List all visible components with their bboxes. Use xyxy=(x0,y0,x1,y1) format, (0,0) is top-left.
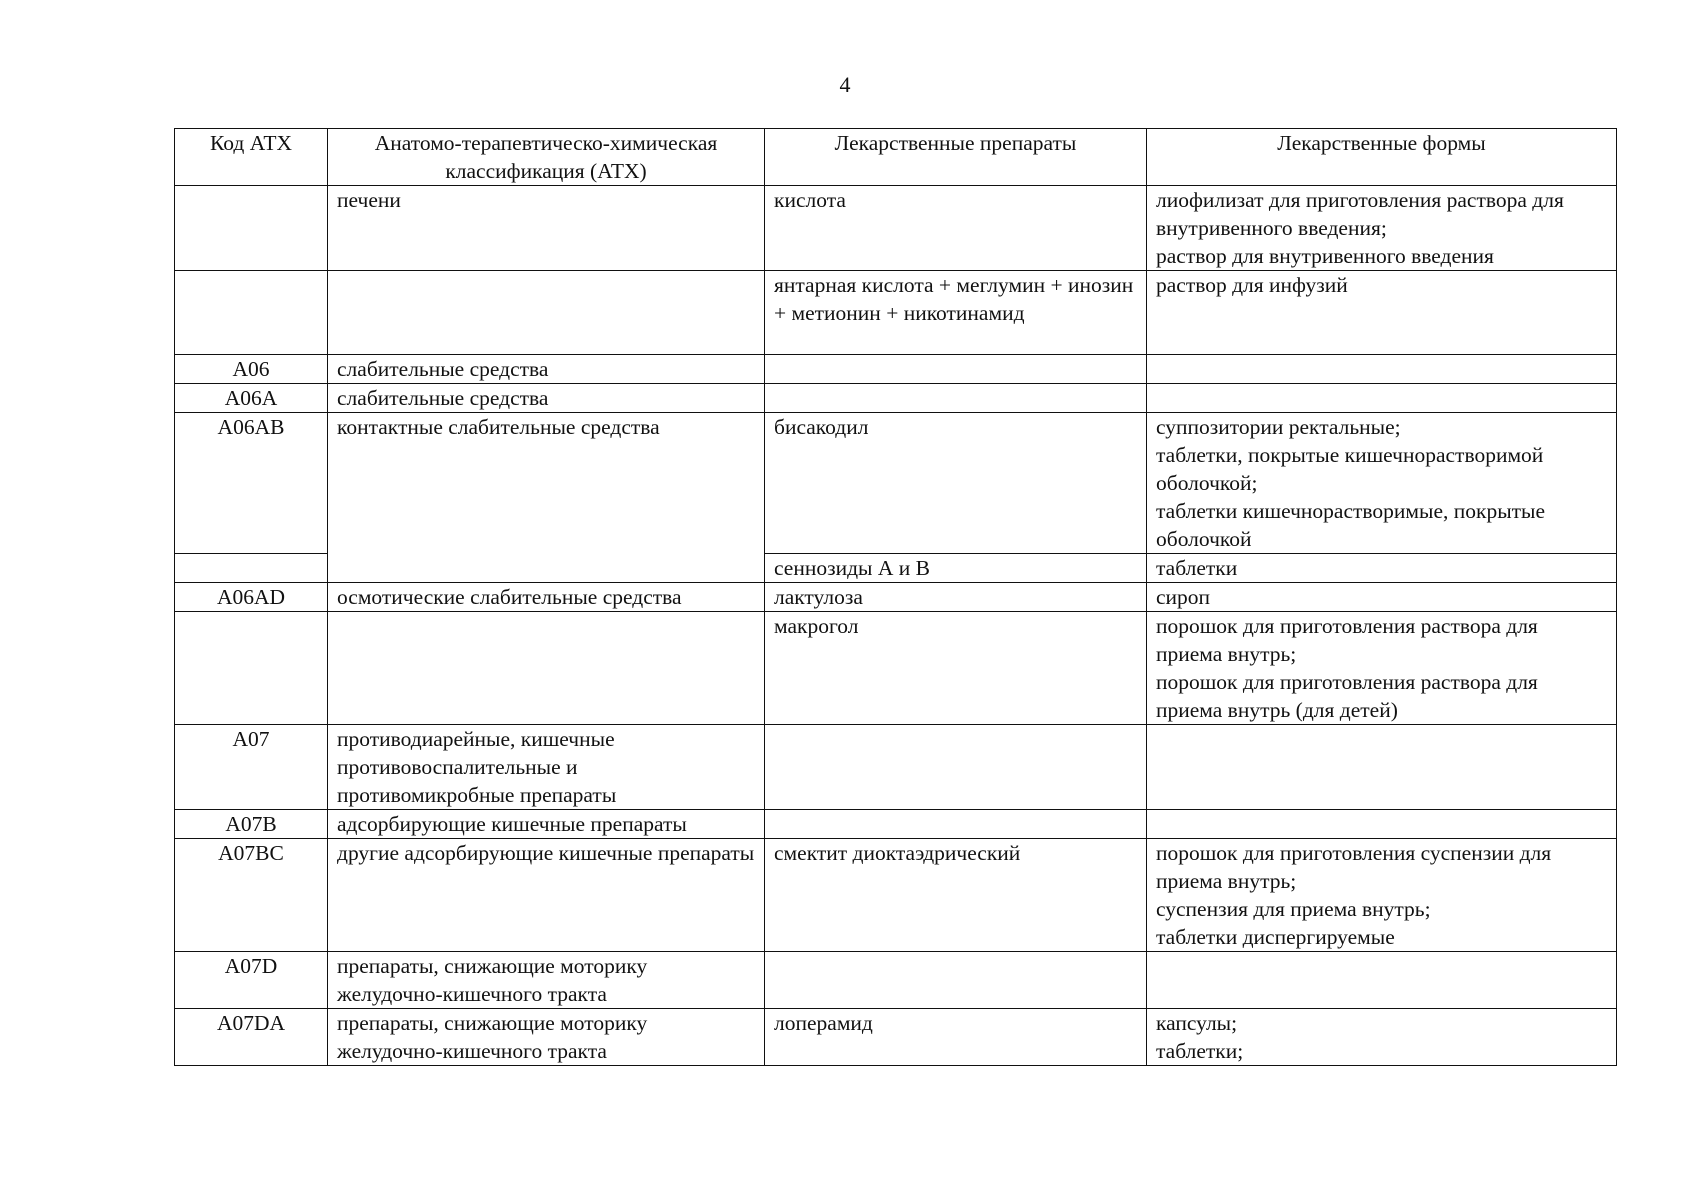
form-line: таблетки; xyxy=(1156,1039,1244,1063)
row-classification: противодиарейные, кишечные противовоспалительные и противомикробные препараты xyxy=(328,725,765,810)
row-classification xyxy=(328,612,765,725)
table-row xyxy=(175,271,1617,355)
form-line: суппозитории ректальные; xyxy=(1156,415,1401,439)
form-line: суспензия для приема внутрь; xyxy=(1156,897,1431,921)
row-code: А06АВ xyxy=(175,413,328,554)
table-row xyxy=(175,612,1617,725)
row-code xyxy=(175,271,328,355)
form-line: раствор для инфузий xyxy=(1156,273,1348,297)
header-drugs: Лекарственные препараты xyxy=(765,129,1147,186)
row-classification: печени xyxy=(328,186,765,271)
row-classification: осмотические слабительные средства xyxy=(328,583,765,612)
table-row xyxy=(175,186,1617,271)
table-row xyxy=(175,413,1617,554)
row-drug xyxy=(765,952,1147,1009)
row-drug: лоперамид xyxy=(765,1009,1147,1066)
row-drug: бисакодил xyxy=(765,413,1147,554)
form-line: капсулы; xyxy=(1156,1011,1238,1035)
header-code: Код АТХ xyxy=(175,129,328,186)
row-forms xyxy=(1147,612,1617,725)
form-line: порошок для приготовления раствора для приема внутрь; xyxy=(1156,614,1538,666)
row-code xyxy=(175,554,328,583)
row-classification: слабительные средства xyxy=(328,384,765,413)
row-code: А07В xyxy=(175,810,328,839)
row-code xyxy=(175,186,328,271)
row-drug: лактулоза xyxy=(765,583,1147,612)
row-forms xyxy=(1147,384,1617,413)
table-header-row xyxy=(175,129,1617,186)
row-drug: смектит диоктаэдрический xyxy=(765,839,1147,952)
row-forms xyxy=(1147,355,1617,384)
row-drug: янтарная кислота + меглумин + инозин + метионин + никотинамид xyxy=(765,271,1147,355)
row-classification: препараты, снижающие моторику желудочно-кишечного тракта xyxy=(328,952,765,1009)
page-number: 4 xyxy=(839,72,851,97)
row-forms xyxy=(1147,952,1617,1009)
header-forms: Лекарственные формы xyxy=(1147,129,1617,186)
row-forms xyxy=(1147,725,1617,810)
row-forms xyxy=(1147,839,1617,952)
row-forms xyxy=(1147,583,1617,612)
form-line: сироп xyxy=(1156,585,1211,609)
row-drug: кислота xyxy=(765,186,1147,271)
row-code: А07 xyxy=(175,725,328,810)
form-line: таблетки xyxy=(1156,556,1238,580)
table-row xyxy=(175,952,1617,1009)
row-forms xyxy=(1147,554,1617,583)
row-code: А07ВС xyxy=(175,839,328,952)
row-drug: макрогол xyxy=(765,612,1147,725)
form-line: лиофилизат для приготовления раствора для внутривенного введения; xyxy=(1156,188,1564,240)
header-classification: Анатомо-терапевтическо-химическая классификация (АТХ) xyxy=(328,129,765,186)
row-code: А06 xyxy=(175,355,328,384)
row-drug xyxy=(765,725,1147,810)
form-line: порошок для приготовления раствора для приема внутрь (для детей) xyxy=(1156,670,1538,722)
row-classification: препараты, снижающие моторику желудочно-кишечного тракта xyxy=(328,1009,765,1066)
table-row xyxy=(175,355,1617,384)
table-row xyxy=(175,725,1617,810)
row-forms xyxy=(1147,1009,1617,1066)
row-drug xyxy=(765,810,1147,839)
row-classification: слабительные средства xyxy=(328,355,765,384)
row-classification xyxy=(328,271,765,355)
table-row xyxy=(175,583,1617,612)
form-line: таблетки, покрытые кишечнорастворимой оболочкой; xyxy=(1156,443,1544,495)
row-classification: адсорбирующие кишечные препараты xyxy=(328,810,765,839)
form-line: таблетки кишечнорастворимые, покрытые оболочкой xyxy=(1156,499,1546,551)
row-forms xyxy=(1147,186,1617,271)
table-row xyxy=(175,1009,1617,1066)
row-forms xyxy=(1147,810,1617,839)
atx-table xyxy=(174,128,1617,1066)
table-row xyxy=(175,839,1617,952)
row-drug: сеннозиды А и В xyxy=(765,554,1147,583)
row-drug xyxy=(765,384,1147,413)
table-row xyxy=(175,384,1617,413)
form-line: таблетки диспергируемые xyxy=(1156,925,1395,949)
row-code: А07DA xyxy=(175,1009,328,1066)
form-line: раствор для внутривенного введения xyxy=(1156,244,1494,268)
row-drug xyxy=(765,355,1147,384)
form-line: порошок для приготовления суспензии для приема внутрь; xyxy=(1156,841,1552,893)
row-forms xyxy=(1147,413,1617,554)
row-classification: другие адсорбирующие кишечные препараты xyxy=(328,839,765,952)
row-forms xyxy=(1147,271,1617,355)
row-code: А06AD xyxy=(175,583,328,612)
row-code: А07D xyxy=(175,952,328,1009)
row-code xyxy=(175,612,328,725)
table-row xyxy=(175,810,1617,839)
row-code: А06А xyxy=(175,384,328,413)
row-classification: контактные слабительные средства xyxy=(328,413,765,583)
